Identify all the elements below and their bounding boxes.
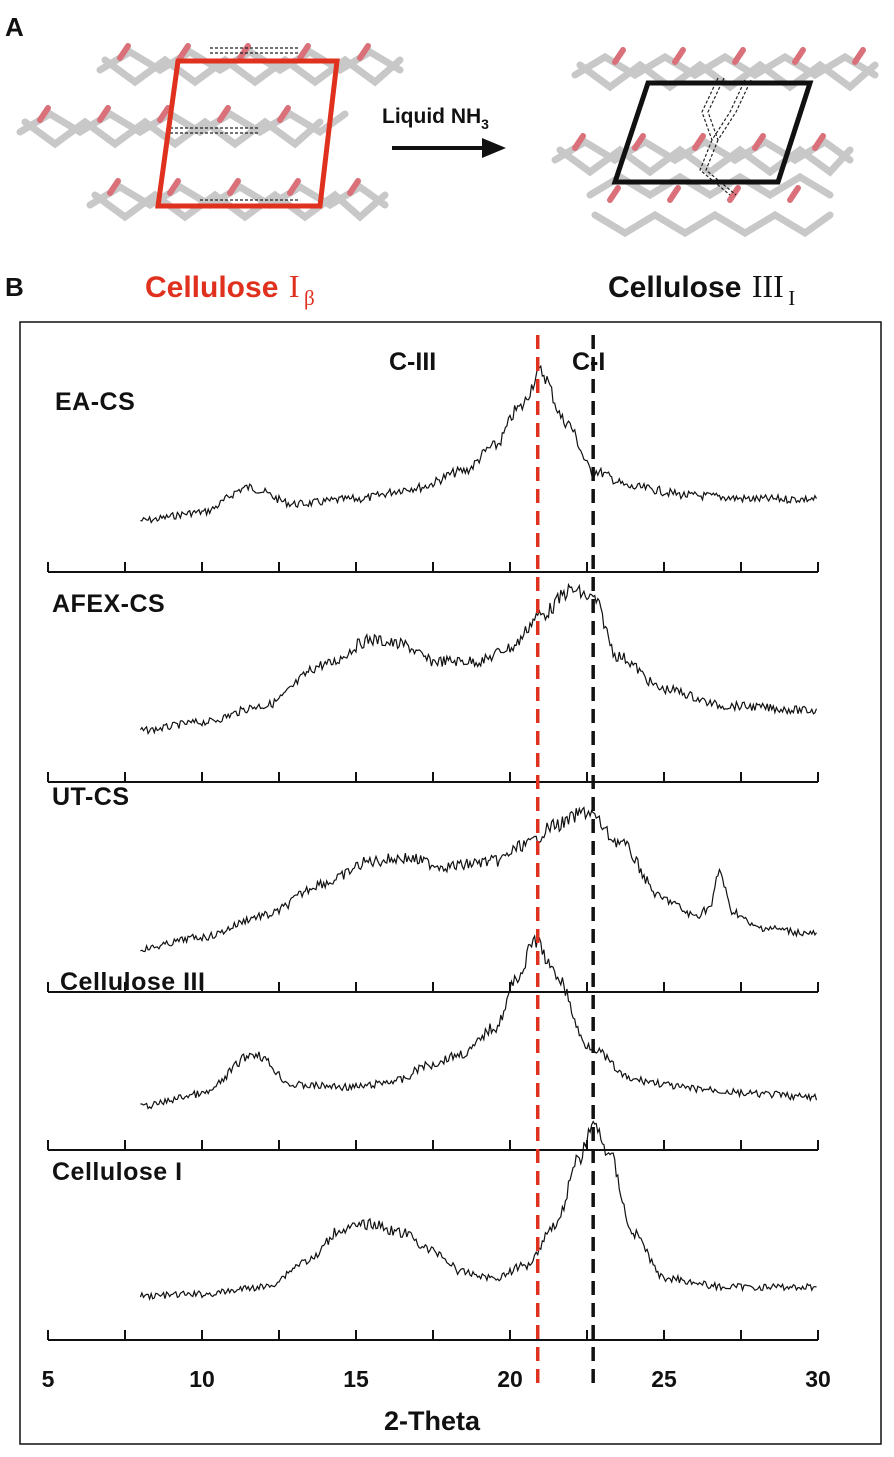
series-curve [140,366,816,522]
panel-a-letter: A [5,12,24,42]
conversion-arrow [382,105,506,158]
series-ut-cs [48,783,818,992]
x-tick-label-5: 5 [41,1366,55,1392]
arrow-head-icon [482,138,506,158]
x-tick-label-20: 20 [497,1366,523,1392]
series-label-ea-cs: EA-CS [55,388,136,416]
arrow-label-main: Liquid NH [382,105,482,128]
reference-label-c-i: C-I [572,348,606,376]
cellulose-iii-title-roman: III [751,268,784,304]
chart-frame [20,322,881,1444]
cellulose-ib-title [145,268,315,310]
cellulose-iii-title [608,268,795,310]
series-layer [48,366,818,1340]
cellulose-ib-structure [20,46,400,217]
series-afex-cs [48,585,818,782]
series-curve [140,585,816,734]
cellulose-ib-title-word: Cellulose [145,271,279,304]
series-curve [140,808,816,952]
x-tick-label-25: 25 [651,1366,677,1392]
x-axis-title: 2-Theta [383,1406,481,1436]
series-curve [140,1122,816,1299]
series-label-ut-cs: UT-CS [52,783,130,811]
series-cellulose-i [48,1122,818,1340]
cellulose-ib-title-roman: I [288,268,300,304]
cellulose-iii-title-subscript: I [788,286,796,310]
x-tick-labels [42,1366,831,1392]
series-cellulose-iii [48,936,818,1150]
reference-label-c-iii: C-III [389,348,437,376]
cellulose-ib-title-subscript: β [303,286,315,310]
series-curve [140,936,816,1108]
x-tick-label-30: 30 [805,1366,831,1392]
left-chains [20,52,400,217]
series-label-cellulose-i: Cellulose I [52,1158,183,1186]
arrow-label-subscript: 3 [481,116,489,132]
x-tick-label-10: 10 [189,1366,215,1392]
series-label-afex-cs: AFEX-CS [52,590,166,618]
x-tick-label-15: 15 [343,1366,369,1392]
panel-b-letter: B [5,272,24,302]
series-label-cellulose-iii: Cellulose III [60,968,206,996]
cellulose-iii-structure [555,50,875,233]
series-ea-cs [48,366,818,572]
arrow-label [382,105,489,132]
cellulose-iii-title-word: Cellulose [608,271,742,304]
